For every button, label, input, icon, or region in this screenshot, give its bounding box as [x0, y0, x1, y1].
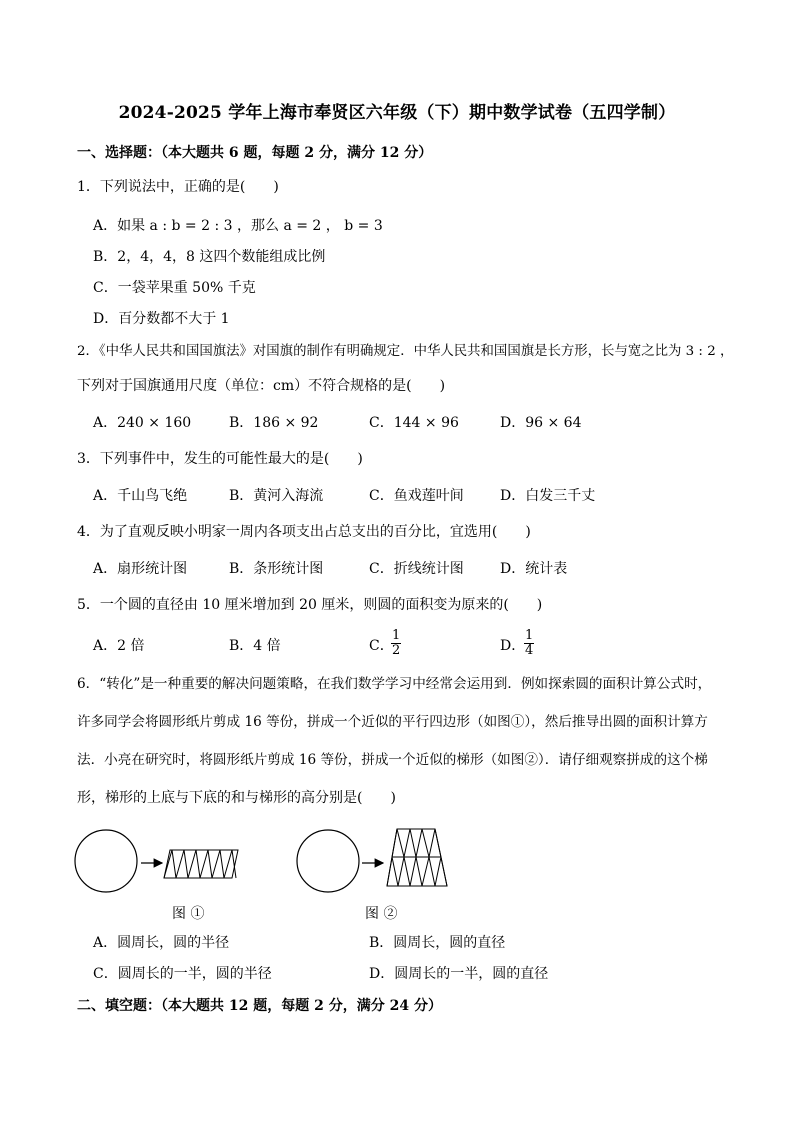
- figure-2-trapezoid: [387, 829, 447, 886]
- question-2-option-c: C．144 × 96: [369, 415, 459, 431]
- question-3-stem: 3．下列事件中，发生的可能性最大的是( ): [77, 451, 363, 467]
- question-5-stem: 5．一个圆的直径由 10 厘米增加到 20 厘米，则圆的面积变为原来的( ): [77, 597, 543, 613]
- question-5-option-c-label: C．: [369, 638, 394, 654]
- question-2-stem-line1: 2．《中华人民共和国国旗法》对国旗的制作有明确规定．中华人民共和国国旗是长方形，长与宽之比为 3 : 2 ，: [77, 344, 734, 359]
- question-6-stem-line4: 形，梯形的上底与下底的和与梯形的高分别是( ): [77, 790, 396, 806]
- fraction-denominator: 2: [392, 643, 401, 658]
- question-3-option-a: A．千山鸟飞绝: [93, 488, 188, 504]
- question-1-stem: 1．下列说法中，正确的是( ): [77, 179, 279, 195]
- question-6-option-b: B．圆周长，圆的直径: [369, 935, 506, 951]
- question-3-option-c: C．鱼戏莲叶间: [369, 488, 464, 504]
- question-2-stem-line2: 下列对于国旗通用尺度（单位：cm）不符合规格的是( ): [77, 378, 446, 394]
- question-2-option-d: D．96 × 64: [500, 415, 582, 431]
- section-heading-fill-in: 二、填空题：（本大题共 12 题，每题 2 分，满分 24 分）: [77, 998, 442, 1014]
- question-4-option-a: A．扇形统计图: [93, 561, 188, 577]
- section-heading-choice: 一、选择题：（本大题共 6 题，每题 2 分，满分 12 分）: [77, 145, 433, 161]
- question-6-option-c: C．圆周长的一半，圆的半径: [93, 966, 272, 982]
- question-4-stem: 4．为了直观反映小明家一周内各项支出占总支出的百分比，宜选用( ): [77, 524, 531, 540]
- question-6-option-a: A．圆周长，圆的半径: [93, 935, 230, 951]
- question-4-option-b: B．条形统计图: [229, 561, 324, 577]
- question-5-option-b: B．4 倍: [229, 638, 281, 654]
- question-6-option-d: D．圆周长的一半，圆的直径: [369, 966, 549, 982]
- figure-1-circle: [75, 830, 137, 892]
- fraction-numerator: 1: [525, 628, 534, 643]
- question-5-option-d-label: D．: [500, 638, 526, 654]
- question-6-stem-line2: 许多同学会将圆形纸片剪成 16 等份，拼成一个近似的平行四边形（如图①），然后推导出圆的面积计算方: [77, 714, 708, 730]
- question-2-option-b: B．186 × 92: [229, 415, 319, 431]
- figure-2-caption: 图 ②: [365, 906, 398, 922]
- figure-1-parallelogram: [164, 850, 238, 878]
- question-5-option-a: A．2 倍: [93, 638, 145, 654]
- question-1-option-d: D．百分数都不大于 1: [93, 311, 230, 327]
- question-1-option-b: B．2，4，4，8 这四个数能组成比例: [93, 249, 326, 265]
- fraction-numerator: 1: [392, 628, 401, 643]
- figure-1-caption: 图 ①: [172, 906, 205, 922]
- question-2-option-a: A．240 × 160: [93, 415, 192, 431]
- question-3-option-b: B．黄河入海流: [229, 488, 324, 504]
- figure-2-circle: [297, 830, 359, 892]
- question-3-option-d: D．白发三千丈: [500, 488, 596, 504]
- fraction-denominator: 4: [525, 643, 534, 658]
- question-6-stem-line1: 6．“转化”是一种重要的解决问题策略，在我们数学学习中经常会运用到．例如探索圆的面积计算公式时，: [77, 676, 712, 692]
- question-6-stem-line3: 法．小亮在研究时，将圆形纸片剪成 16 等份，拼成一个近似的梯形（如图②）．请仔细观察拼成的这个梯: [77, 752, 708, 768]
- question-4-option-d: D．统计表: [500, 561, 568, 577]
- page-title: 2024-2025 学年上海市奉贤区六年级（下）期中数学试卷（五四学制）: [118, 103, 676, 123]
- question-4-option-c: C．折线统计图: [369, 561, 464, 577]
- question-1-option-a: A．如果 a : b = 2 : 3 ，那么 a = 2 ， b = 3: [93, 218, 383, 234]
- question-1-option-c: C．一袋苹果重 50% 千克: [93, 280, 256, 296]
